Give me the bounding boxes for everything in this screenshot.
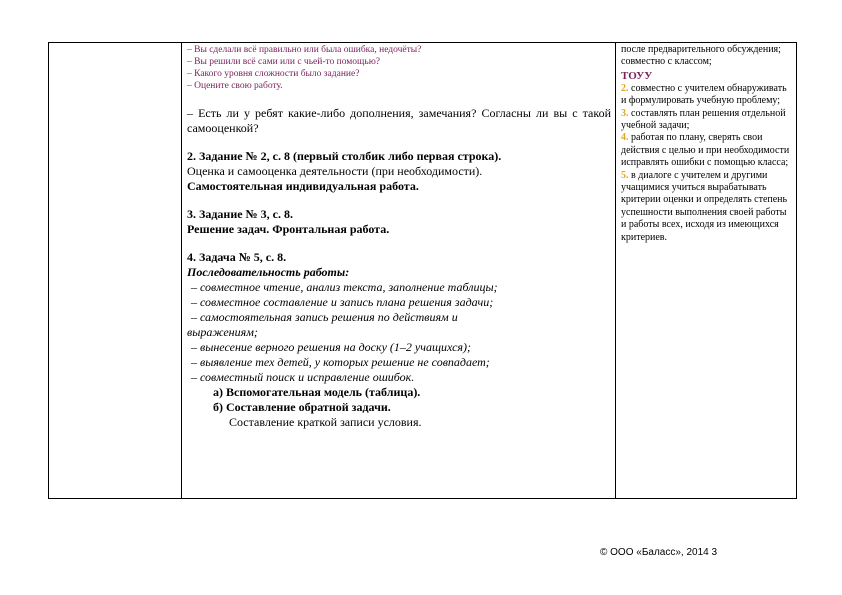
sub-item-b-text: Составление краткой записи условия. [229,415,422,429]
list-item [621,132,793,169]
item-text: составлять план решения отдельной учебной задачи; [621,107,786,132]
list-item: выражениям; [187,325,258,339]
list-item [621,108,793,133]
task2-line2: Самостоятельная индивидуальная работа. [187,179,419,193]
uud-cell [616,43,797,499]
item-number: 3. [621,107,629,119]
item-number: 2. [621,82,629,94]
sub-item-a: а) Вспомогательная модель (таблица). [213,385,421,399]
sub-item-b: б) Составление обратной задачи. [213,400,391,414]
list-item: – выявление тех детей, у которых решение не совпадает; [191,355,490,369]
list-item: – вынесение верного решения на доску (1–2 учащихся); [191,340,471,354]
remark-question: – Есть ли у ребят какие-либо дополнения, замечания? Согласны ли вы с такой самооценкой? [187,106,611,135]
question-line: – Какого уровня сложности было задание? [187,69,360,79]
task4-title: 4. Задача № 5, с. 8. [187,250,287,264]
task3-title: 3. Задание № 3, с. 8. [187,207,293,221]
list-item [621,83,793,108]
activity-cell [182,43,616,499]
table-row [49,43,797,499]
question-line: – Вы решили всё сами или с чьей-то помощью? [187,57,381,67]
item-text: совместно с учителем обнаруживать и формулировать учебную проблему; [621,82,787,107]
right-heading: ТОУУ [621,69,653,82]
list-item: – самостоятельная запись решения по действиям и [191,310,458,324]
page-footer: © ООО «Баласс», 2014 3 [600,547,718,558]
lesson-table [48,42,797,499]
list-item: – совместное составление и запись плана решения задачи; [191,295,494,309]
list-item: – совместный поиск и исправление ошибок. [191,370,415,384]
list-item [621,170,793,244]
question-line: – Оцените свою работу. [187,81,283,91]
empty-cell [49,43,182,499]
item-text: работая по плану, сверять свои действия с целью и при необходимости исправлять ошибки с помощью класса; [621,132,790,169]
task2-line1: Оценка и самооценка деятельности (при необходимости). [187,164,483,178]
task3-line1: Решение задач. Фронтальная работа. [187,222,390,236]
right-intro: после предварительного обсуждения; совместно с классом; [621,44,781,68]
item-number: 5. [621,169,629,181]
item-text: в диалоге с учителем и другими учащимися учиться вырабатывать критерии оценки и определять степень успешности выполнения своей работы и работы всех, исходя из имеющихся критериев. [621,169,788,243]
question-line: – Вы сделали всё правильно или была ошибка, недочёты? [187,45,422,55]
item-number: 4. [621,132,629,144]
list-item: – совместное чтение, анализ текста, заполнение таблицы; [191,280,498,294]
sequence-heading: Последовательность работы: [187,265,350,279]
task2-title: 2. Задание № 2, с. 8 (первый столбик либо первая строка). [187,149,502,163]
